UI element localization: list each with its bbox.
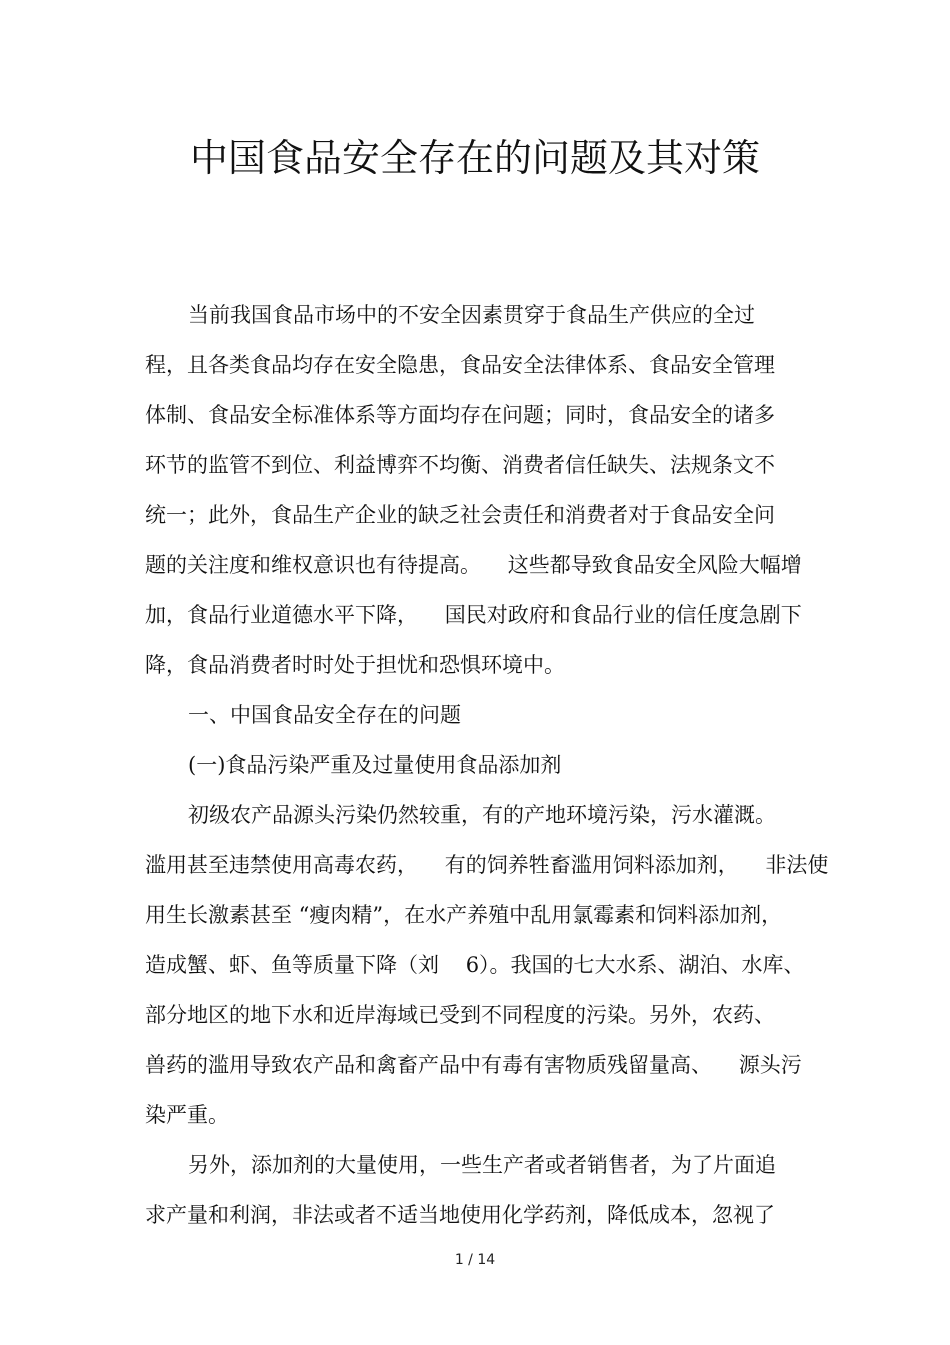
body-line: 造成蟹、虾、鱼等质量下降（刘 6）。我国的七大水系、湖泊、水库、 — [145, 953, 805, 977]
body-line: (一)食品污染严重及过量使用食品添加剂 — [188, 753, 562, 777]
body-line: 统一；此外，食品生产企业的缺乏社会责任和消费者对于食品安全问 — [145, 503, 775, 527]
body-line: 滥用甚至违禁使用高毒农药， 有的饲养牲畜滥用饲料添加剂， 非法使 — [145, 853, 829, 877]
body-line: 用生长激素甚至 “瘦肉精”，在水产养殖中乱用氯霉素和饲料添加剂， — [145, 903, 783, 927]
body-line: 环节的监管不到位、利益博弈不均衡、消费者信任缺失、法规条文不 — [145, 453, 775, 477]
body-line: 程，且各类食品均存在安全隐患，食品安全法律体系、食品安全管理 — [145, 353, 775, 377]
body-line: 染严重。 — [145, 1103, 229, 1127]
body-line: 当前我国食品市场中的不安全因素贯穿于食品生产供应的全过 — [188, 303, 755, 327]
body-line: 初级农产品源头污染仍然较重，有的产地环境污染，污水灌溉。 — [188, 803, 776, 827]
body-line: 降，食品消费者时时处于担忧和恐惧环境中。 — [145, 653, 565, 677]
body-line: 部分地区的地下水和近岸海域已受到不同程度的污染。另外，农药、 — [145, 1003, 775, 1027]
body-line: 另外，添加剂的大量使用，一些生产者或者销售者，为了片面追 — [188, 1153, 776, 1177]
page-indicator: 1 / 14 — [454, 1252, 496, 1268]
body-line: 求产量和利润，非法或者不适当地使用化学药剂，降低成本，忽视了 — [145, 1203, 775, 1227]
body-line: 一、中国食品安全存在的问题 — [188, 703, 461, 727]
body-line: 体制、食品安全标准体系等方面均存在问题；同时，食品安全的诸多 — [145, 403, 775, 427]
document-title: 中国食品安全存在的问题及其对策 — [189, 136, 760, 180]
body-line: 题的关注度和维权意识也有待提高。 这些都导致食品安全风险大幅增 — [145, 553, 802, 577]
body-line: 加，食品行业道德水平下降， 国民对政府和食品行业的信任度急剧下 — [145, 603, 802, 627]
body-line: 兽药的滥用导致农产品和禽畜产品中有毒有害物质残留量高、 源头污 — [145, 1053, 802, 1077]
